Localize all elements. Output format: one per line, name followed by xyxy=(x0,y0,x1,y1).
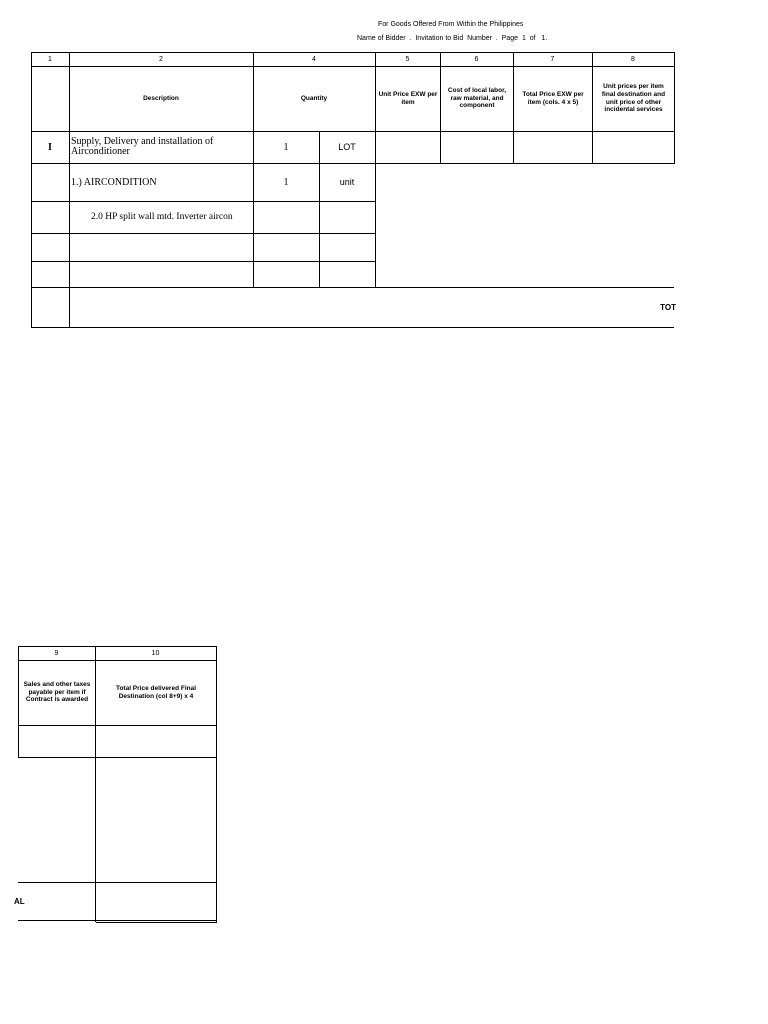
header-unit-price-exw: Unit Price EXW per item xyxy=(378,90,438,106)
header-local-cost: Cost of local labor, raw material, and component xyxy=(447,86,507,110)
row-1-unit: LOT xyxy=(338,142,356,152)
total-label-fragment-2: AL xyxy=(14,896,25,906)
header-description: Description xyxy=(143,94,179,102)
header-line-1: For Goods Offered From Within the Philippines xyxy=(378,21,524,28)
row-2-quantity: 1 xyxy=(283,176,289,188)
header-quantity: Quantity xyxy=(300,94,328,102)
col-number-10: 10 xyxy=(151,649,160,657)
header-unit-price-destination: Unit prices per item final destination and unit price of other incidental services xyxy=(601,82,666,114)
header-line-2: Name of Bidder . Invitation to Bid Number . Page 1 of 1. xyxy=(357,35,548,42)
col-number-1: 1 xyxy=(48,55,52,63)
row-1-number: I xyxy=(48,141,52,153)
header-total-price-delivered: Total Price delivered Final Destination (col 8+9) x 4 xyxy=(115,684,197,700)
row-1-quantity: 1 xyxy=(283,141,289,153)
col-number-7: 7 xyxy=(550,55,555,63)
row-3-description: 2.0 HP split wall mtd. Inverter aircon xyxy=(91,212,233,222)
col-number-8: 8 xyxy=(631,55,635,63)
col-number-9: 9 xyxy=(54,649,59,657)
header-total-price-exw: Total Price EXW per item (cols. 4 x 5) xyxy=(522,90,584,106)
row-2-description: 1.) AIRCONDITION xyxy=(71,176,157,188)
row-2-unit: unit xyxy=(339,177,355,187)
col-number-6: 6 xyxy=(474,55,479,63)
total-label-fragment: TOT xyxy=(660,303,676,312)
col-number-2: 2 xyxy=(159,55,163,63)
row-1-description: Supply, Delivery and installation of Airconditioner xyxy=(71,136,214,157)
col-number-5: 5 xyxy=(405,55,410,63)
col-number-4: 4 xyxy=(312,55,316,63)
header-sales-taxes: Sales and other taxes payable per item if Contract is awarded xyxy=(23,680,91,704)
